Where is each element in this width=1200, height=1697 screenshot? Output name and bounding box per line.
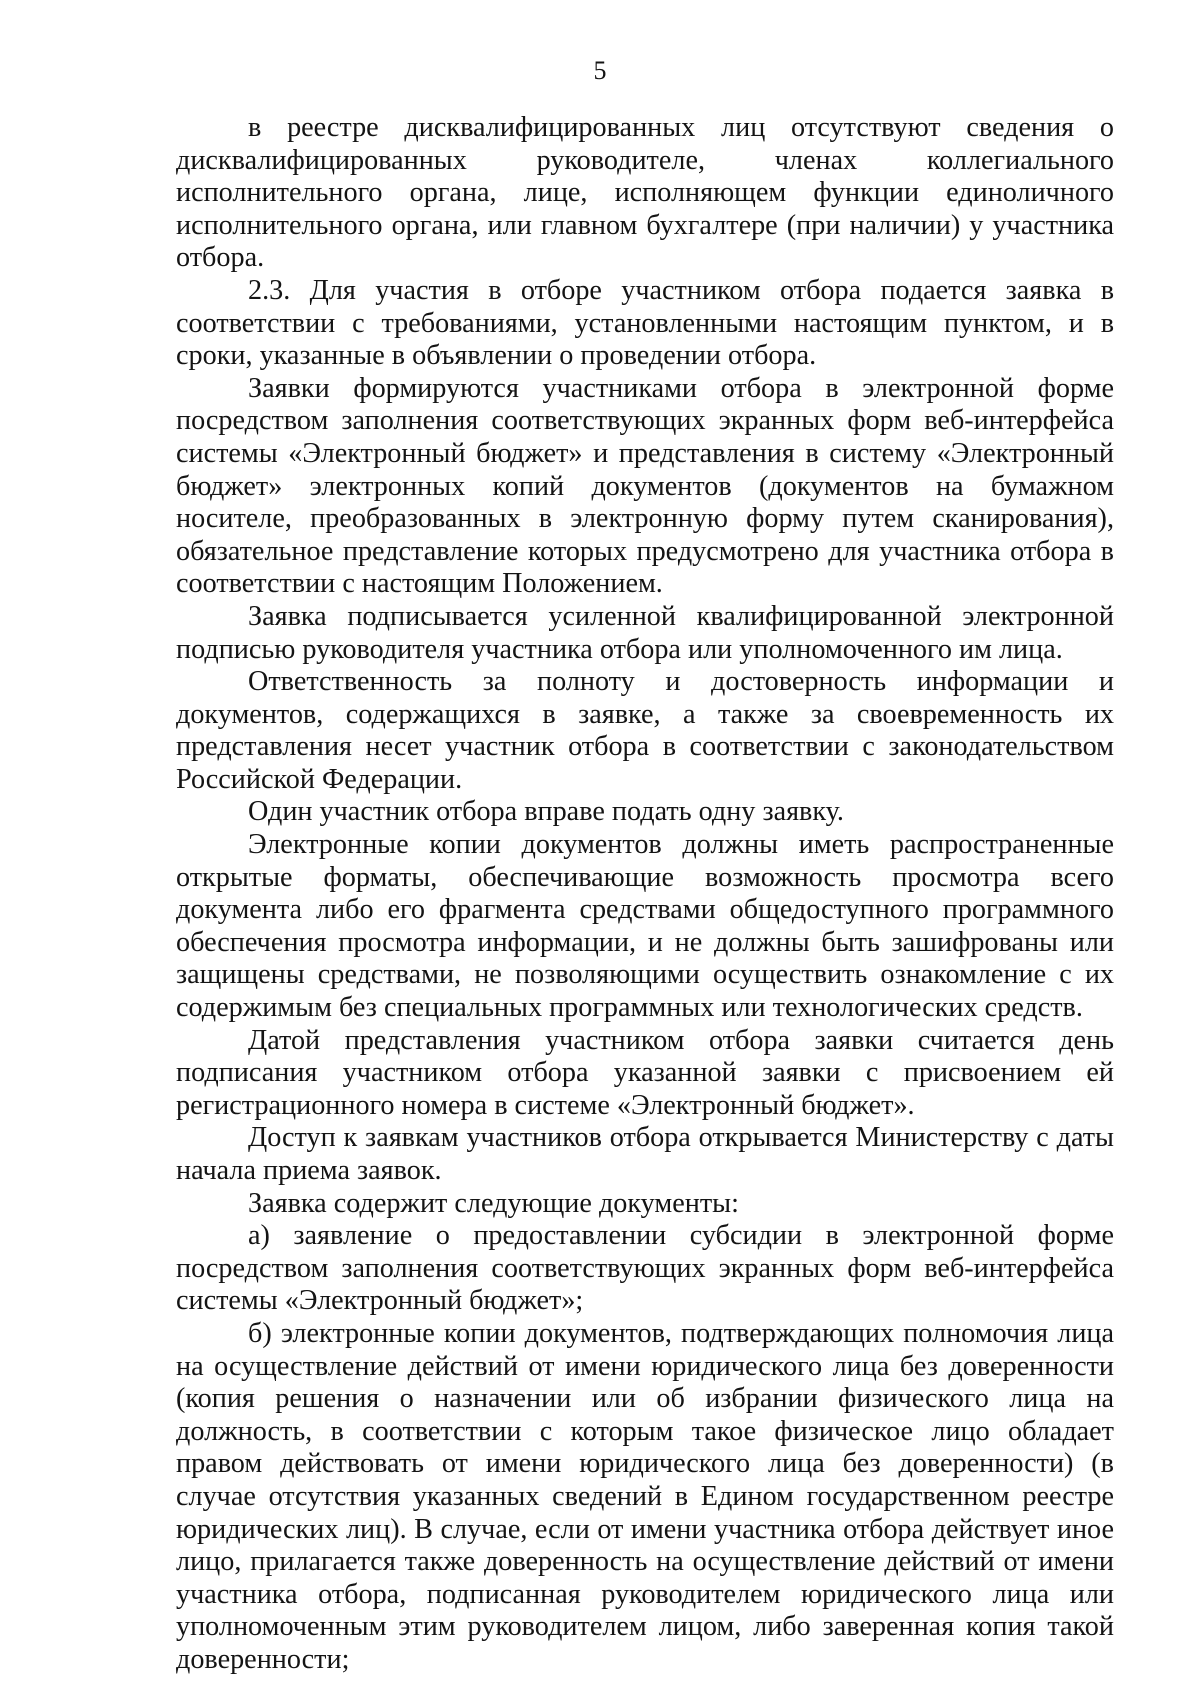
document-body — [176, 112, 1114, 1677]
list-item-b: б) электронные копии документов, подтверждающих полномочия лица на осуществление действий от имени юридического лица без доверенности (копия решения о назначении или об избрании физического лица на должность, в соответствии с которым такое физическое лицо обладает правом действовать от имени юридического лица без доверенности) (в случае отсутствия указанных сведений в Едином государственном реестре юридических лиц). В случае, если от имени участника отбора действует иное лицо, прилагается также доверенность на осуществление действий от имени участника отбора, подписанная руководителем юридического лица или уполномоченным этим руководителем лицом, либо заверенная копия такой доверенности; — [176, 1317, 1114, 1675]
paragraph-application-forming: Заявки формируются участниками отбора в электронной форме посредством заполнения соответствующих экранных форм веб-интерфейса системы «Электронный бюджет» и представления в систему «Электронный бюджет» электронных копий документов (документов на бумажном носителе, преобразованных в электронную форму путем сканирования), обязательное представление которых предусмотрено для участника отбора в соответствии с настоящим Положением. — [176, 372, 1114, 600]
list-item-a: а) заявление о предоставлении субсидии в электронной форме посредством заполнения соответствующих экранных форм веб-интерфейса системы «Электронный бюджет»; — [176, 1220, 1114, 1317]
paragraph-access-to-applications: Доступ к заявкам участников отбора открывается Министерству с даты начала приема заявок. — [176, 1122, 1114, 1186]
paragraph-responsibility: Ответственность за полноту и достоверность информации и документов, содержащихся в заявке, а также за своевременность их представления несет участник отбора в соответствии с законодательством Российской Федерации. — [176, 666, 1114, 795]
paragraph-2-3-application-submission: 2.3. Для участия в отборе участником отбора подается заявка в соответствии с требованиями, установленными настоящим пунктом, и в сроки, указанные в объявлении о проведении отбора. — [176, 274, 1114, 372]
paragraph-application-contents: Заявка содержит следующие документы: — [248, 1187, 739, 1219]
page-number: 5 — [593, 56, 607, 85]
paragraph-electronic-copies-formats: Электронные копии документов должны иметь распространенные открытые форматы, обеспечивающие возможность просмотра всего документа либо его фрагмента средствами общедоступного программного обеспечения просмотра информации, и не должны быть зашифрованы или защищены средствами, не позволяющими осуществить ознакомление с их содержимым без специальных программных или технологических средств. — [176, 829, 1114, 1024]
paragraph-one-application: Один участник отбора вправе подать одну заявку. — [248, 796, 844, 828]
paragraph-application-signature: Заявка подписывается усиленной квалифицированной электронной подписью руководителя участника отбора или уполномоченного им лица. — [176, 600, 1114, 665]
paragraph-submission-date: Датой представления участником отбора заявки считается день подписания участником отбора указанной заявки с присвоением ей регистрационного номера в системе «Электронный бюджет». — [176, 1024, 1114, 1121]
paragraph-disqualified-registry: в реестре дисквалифицированных лиц отсутствуют сведения о дисквалифицированных руководителе, членах коллегиального исполнительного органа, лице, исполняющем функции единоличного исполнительного органа, или главном бухгалтере (при наличии) у участника отбора. — [176, 112, 1114, 274]
